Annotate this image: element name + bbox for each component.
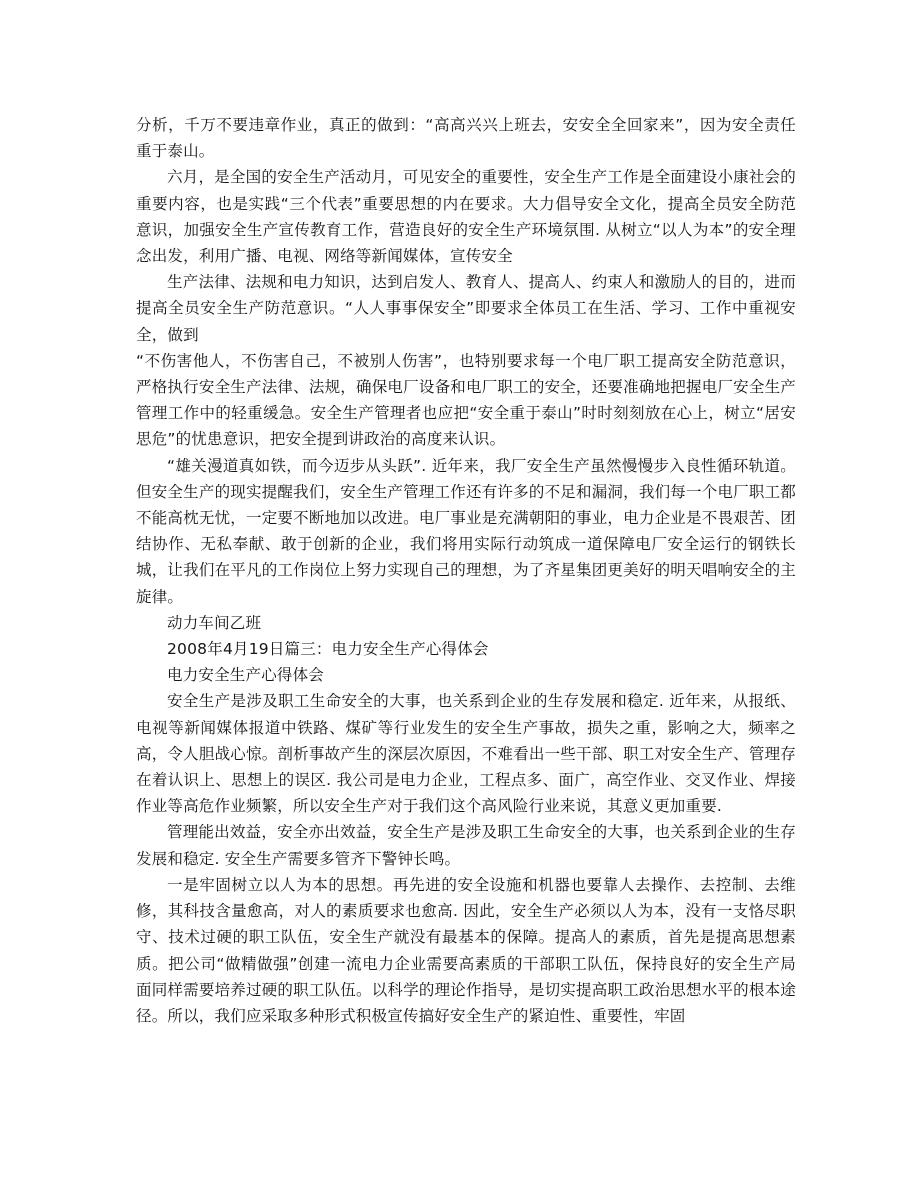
paragraph-3: 生产法律、法规和电力知识，达到启发人、教育人、提高人、约束人和激励人的目的，进而提高全员安全生产防范意识。“人人事事保安全”即要求全体员工在生活、学习、工作中重视安全，做到 bbox=[136, 273, 796, 344]
paragraph-1: 分析，千万不要违章作业，真正的做到：“高高兴兴上班去，安安全全回家来”，因为安全责任重于泰山。 bbox=[136, 116, 796, 161]
paragraph-4: “不伤害他人，不伤害自己，不被别人伤害”，也特别要求每一个电厂职工提高安全防范意识，严格执行安全生产法律、法规，确保电厂设备和电厂职工的安全，还要准确地把握电厂安全生产管理工作中的轻重缓急。安全生产管理者也应把“安全重于泰山”时时刻刻放在心上，树立“居安思危”的忧患意识，把安全提到讲政治的高度来认识。 bbox=[136, 351, 796, 449]
section-title: 电力安全生产心得体会 bbox=[167, 666, 325, 685]
paragraph-11: 一是牢固树立以人为本的思想。再先进的安全设施和机器也要靠人去操作、去控制、去维修，其科技含量愈高，对人的素质要求也愈高. 因此，安全生产必须以人为本，没有一支恪尽职守、技术过硬的职工队伍，安全生产就没有最基本的保障。提高人的素质，首先是提高思想素质。把公司“做精做强”创建一流电力企业需要高素质的干部职工队伍，保持良好的安全生产局面同样需要培养过硬的职工队伍。以科学的理论作指导，是切实提高职工政治思想水平的根本途径。所以，我们应采取多种形式积极宣传搞好安全生产的紧迫性、重要性，牢固 bbox=[136, 875, 796, 1025]
document-body bbox=[136, 112, 796, 1029]
paragraph-10: 管理能出效益，安全亦出效益，安全生产是涉及职工生命安全的大事，也关系到企业的生存发展和稳定. 安全生产需要多管齐下警钟长鸣。 bbox=[136, 823, 796, 868]
paragraph-2: 六月，是全国的安全生产活动月，可见安全的重要性，安全生产工作是全面建设小康社会的重要内容，也是实践“三个代表”重要思想的内在要求。大力倡导安全文化，提高全员安全防范意识，加强安全生产宣传教育工作，营造良好的安全生产环境氛围. 从树立“以人为本”的安全理念出发，利用广播、电视、网络等新闻媒体，宣传安全 bbox=[136, 168, 796, 266]
date-section-heading: 2008年4月19日篇三：电力安全生产心得体会 bbox=[167, 640, 489, 659]
paragraph-5: “雄关漫道真如铁，而今迈步从头跃”. 近年来，我厂安全生产虽然慢慢步入良性循环轨道。但安全生产的现实提醒我们，安全生产管理工作还有许多的不足和漏洞，我们每一个电厂职工都不能高枕无忧，一定要不断地加以改进。电厂事业是充满朝阳的事业，电力企业是不畏艰苦、团结协作、无私奉献、敢于创新的企业，我们将用实际行动筑成一道保障电厂安全运行的钢铁长城，让我们在平凡的工作岗位上努力实现自己的理想，为了齐星集团更美好的明天唱响安全的主旋律。 bbox=[136, 456, 796, 606]
paragraph-9: 安全生产是涉及职工生命安全的大事，也关系到企业的生存发展和稳定. 近年来，从报纸、电视等新闻媒体报道中铁路、煤矿等行业发生的安全生产事故，损失之重，影响之大，频率之高，令人胆战心惊。剖析事故产生的深层次原因，不难看出一些干部、职工对安全生产、管理存在着认识上、思想上的误区. 我公司是电力企业，工程点多、面广，高空作业、交叉作业、焊接作业等高危作业频繁，所以安全生产对于我们这个高风险行业来说，其意义更加重要. bbox=[136, 692, 796, 816]
signature-team: 动力车间乙班 bbox=[167, 613, 262, 632]
